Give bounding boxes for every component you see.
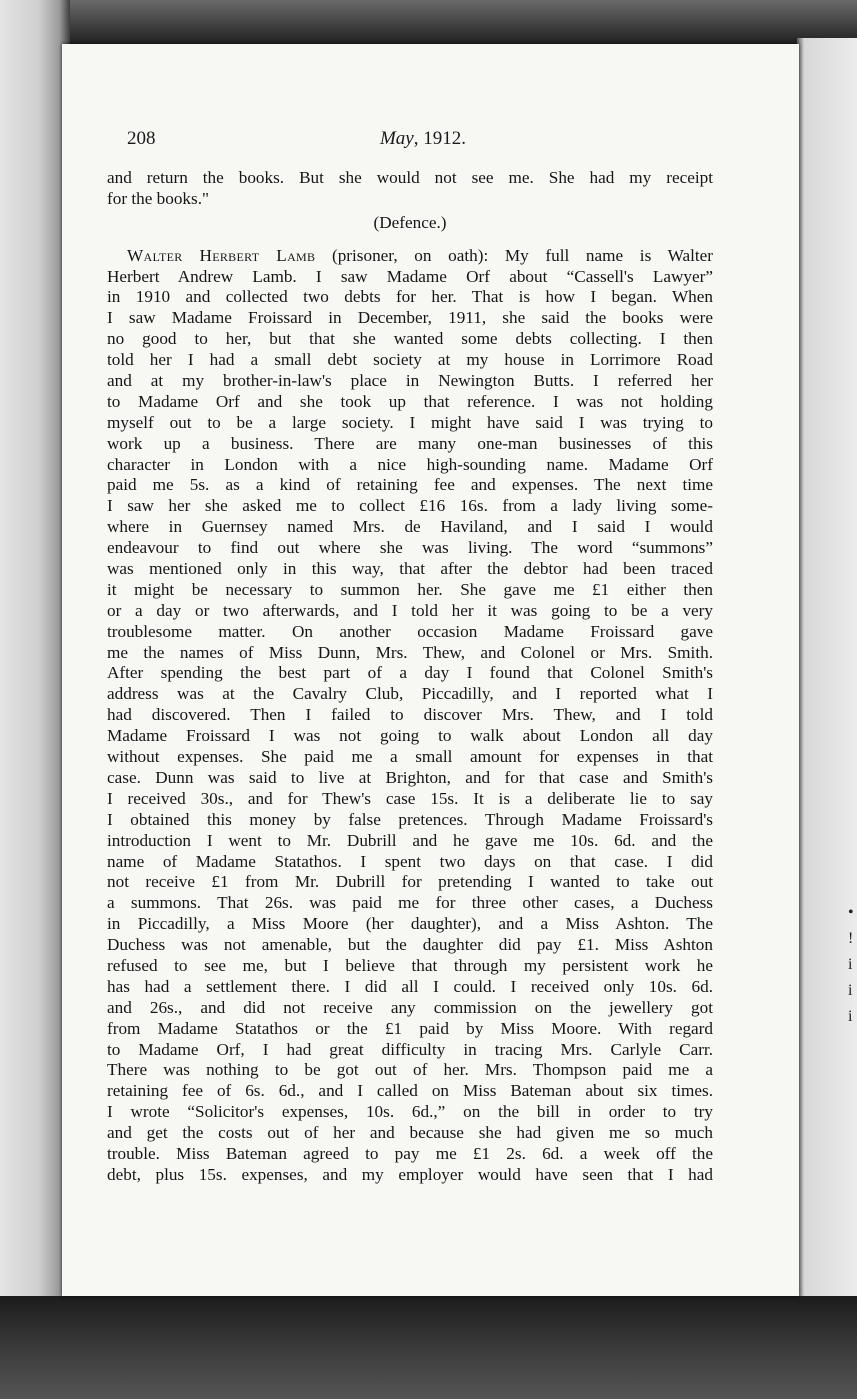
text-line: I wrote “Solicitor's expenses, 10s. 6d.,” on the bill in order to try <box>107 1102 713 1122</box>
text-line: a summons. That 26s. was paid me for three other cases, a Duchess <box>107 893 713 913</box>
margin-mark: i <box>848 982 853 999</box>
margin-mark: ! <box>848 930 854 947</box>
text-line: in 1910 and collected two debts for her. That is how I began. When <box>107 287 713 307</box>
text-line: it might be necessary to summon her. She gave me £1 either then <box>107 579 713 599</box>
running-title <box>127 128 719 150</box>
text-line: After spending the best part of a day I found that Colonel Smith's <box>107 663 713 683</box>
document-page <box>62 44 799 1296</box>
margin-mark: i <box>848 1008 853 1025</box>
text-line: and 26s., and did not receive any commission on the jewellery got <box>107 997 713 1017</box>
text-line: case. Dunn was said to live at Brighton, and for that case and Smith's <box>107 767 713 787</box>
text-line: and at my brother-in-law's place in Newington Butts. I referred her <box>107 371 713 391</box>
text-line: paid me 5s. as a kind of retaining fee and expenses. The next time <box>107 475 713 495</box>
text-line: me the names of Miss Dunn, Mrs. Thew, and Colonel or Mrs. Smith. <box>107 642 713 662</box>
scan-bottom-border <box>0 1296 857 1399</box>
text-line: for the books." <box>107 188 210 208</box>
text-line: retaining fee of 6s. 6d., and I called on Miss Bateman about six times. <box>107 1081 713 1101</box>
text-line: has had a settlement there. I did all I could. I received only 10s. 6d. <box>107 976 713 996</box>
text-line: not receive £1 from Mr. Dubrill for pretending I wanted to take out <box>107 872 713 892</box>
margin-mark: • <box>848 904 854 921</box>
text-line: had discovered. Then I failed to discover Mrs. Thew, and I told <box>107 705 713 725</box>
text-line: There was nothing to be got out of her. Mrs. Thompson paid me a <box>107 1060 713 1080</box>
text-line: I saw Madame Froissard in December, 1911, she said the books were <box>107 308 713 328</box>
text-line: character in London with a nice high-sounding name. Madame Orf <box>107 454 713 474</box>
text-line: Herbert Andrew Lamb. I saw Madame Orf about “Cassell's Lawyer” <box>107 266 713 286</box>
text-line: and return the books. But she would not see me. She had my receipt <box>107 168 713 187</box>
text-line: endeavour to find out where she was living. The word “summons” <box>107 538 713 558</box>
text-line: I received 30s., and for Thew's case 15s. It is a deliberate lie to say <box>107 788 713 808</box>
running-title-month: May <box>379 128 414 149</box>
text-line: introduction I went to Mr. Dubrill and he gave me 10s. 6d. and the <box>107 830 713 850</box>
page-number: 208 <box>127 128 156 149</box>
text-line: to Madame Orf, I had great difficulty in tracing Mrs. Carlyle Carr. <box>107 1039 713 1059</box>
body-text <box>107 168 713 1186</box>
margin-mark: i <box>848 956 853 973</box>
text-line: from Madame Statathos or the £1 paid by Miss Moore. With regard <box>107 1018 713 1038</box>
facing-page-edge <box>797 38 857 1300</box>
text-fragment: (prisoner, on oath): My full name is Walter <box>315 245 713 265</box>
text-line: where in Guernsey named Mrs. de Haviland, and I said I would <box>107 517 713 537</box>
text-line: troublesome matter. On another occasion Madame Froissard gave <box>107 621 713 641</box>
text-line: no good to her, but that she wanted some debts collecting. I then <box>107 329 713 349</box>
text-line: I obtained this money by false pretences. Through Madame Froissard's <box>107 809 713 829</box>
text-line: to Madame Orf and she took up that reference. I was not holding <box>107 391 713 411</box>
text-line: was mentioned only in this way, that after the debtor had been traced <box>107 559 713 579</box>
text-line: Madame Froissard I was not going to walk about London all day <box>107 726 713 746</box>
speaker-name: Walter Herbert Lamb <box>127 245 316 265</box>
text-line: address was at the Cavalry Club, Piccadilly, and I reported what I <box>107 684 713 704</box>
text-line: refused to see me, but I believe that through my persistent work he <box>107 955 713 975</box>
text-line: myself out to be a large society. I might have said I was trying to <box>107 412 713 432</box>
text-line: trouble. Miss Bateman agreed to pay me £1 2s. 6d. a week off the <box>107 1143 713 1163</box>
running-head <box>127 128 719 152</box>
section-heading: (Defence.) <box>373 212 447 232</box>
running-title-year: , 1912. <box>413 128 466 149</box>
text-line: work up a business. There are many one-man businesses of this <box>107 433 713 453</box>
text-line: and get the costs out of her and because she had given me so much <box>107 1123 713 1143</box>
text-line: in Piccadilly, a Miss Moore (her daughter), and a Miss Ashton. The <box>107 914 713 934</box>
text-line: debt, plus 15s. expenses, and my employer would have seen that I had <box>107 1164 713 1184</box>
scan-top-border <box>0 0 857 48</box>
text-line: name of Madame Statathos. I spent two days on that case. I did <box>107 851 713 871</box>
text-line: or a day or two afterwards, and I told her it was going to be a very <box>107 600 713 620</box>
text-line <box>107 246 713 267</box>
left-page-edge <box>0 0 70 1399</box>
text-line: Duchess was not amenable, but the daughter did pay £1. Miss Ashton <box>107 935 713 955</box>
text-line: without expenses. She paid me a small amount for expenses in that <box>107 747 713 767</box>
text-line: I saw her she asked me to collect £16 16s. from a lady living some- <box>107 496 713 516</box>
text-line: told her I had a small debt society at my house in Lorrimore Road <box>107 350 713 370</box>
facing-page-margin-marks <box>848 900 857 1030</box>
